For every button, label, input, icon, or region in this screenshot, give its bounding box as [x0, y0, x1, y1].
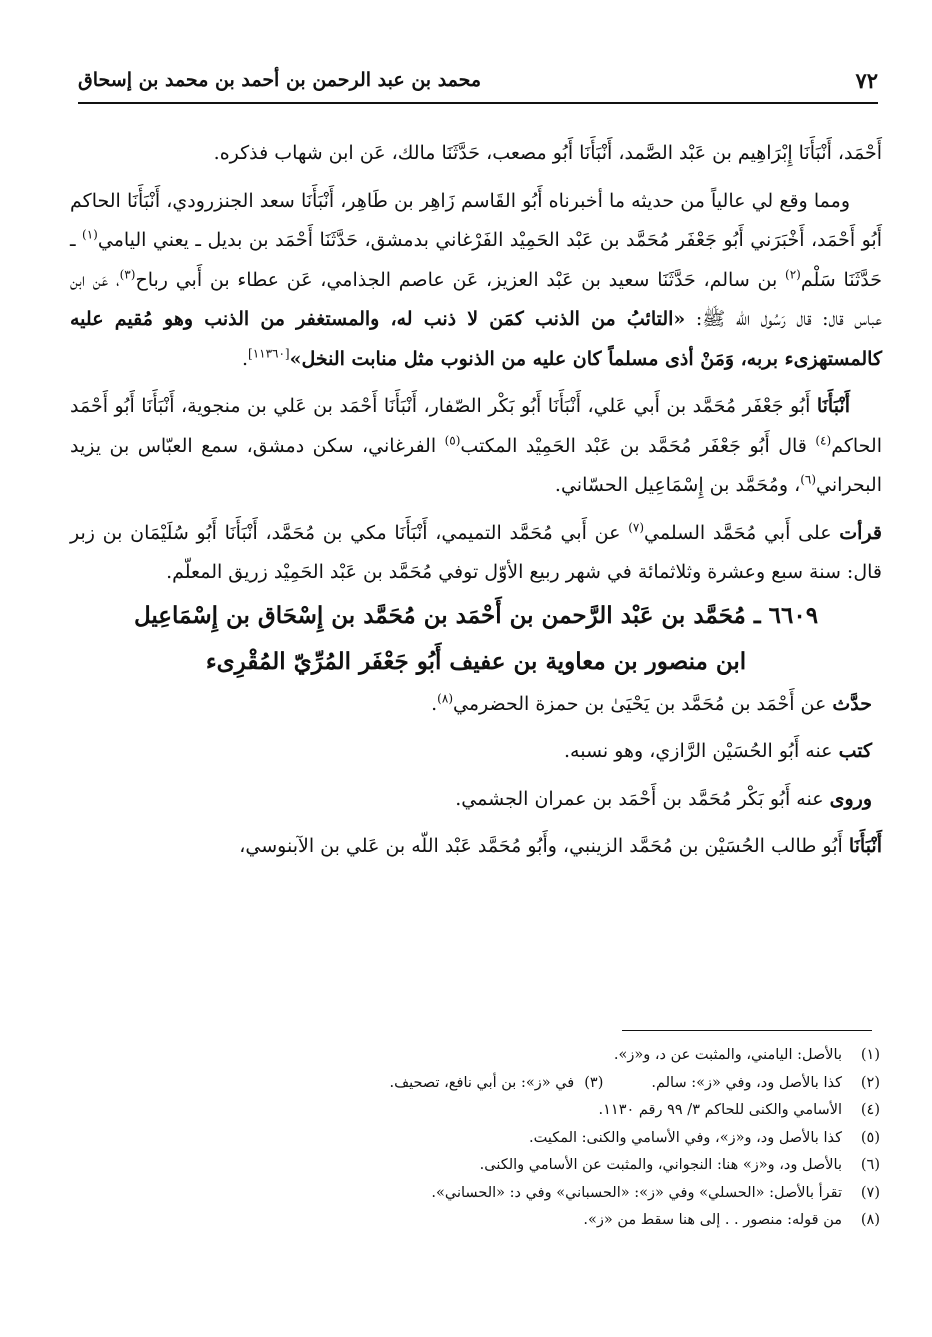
footnote-ref-1[interactable]: (١)	[82, 227, 98, 242]
footnote-item	[120, 1042, 880, 1070]
running-title: محمد بن عبد الرحمن بن أحمد بن محمد بن إسحاق	[78, 69, 482, 91]
paragraph-3	[70, 387, 882, 506]
footnote-ref-4[interactable]: (٤)	[815, 433, 832, 448]
footnote-text: تقرأ بالأصل: «الحسلي» وفي «ز»: «الحسباني» وفي د: «الحساني».	[431, 1184, 842, 1201]
footnote-number: (٦)	[860, 1157, 880, 1173]
bio-line-2-text: عنه أَبُو الحُسَيْن الرَّازي، وهو نسبه.	[563, 740, 839, 762]
footnote-item	[120, 1097, 880, 1125]
p4-text-a: على أَبي مُحَمَّد السلمي	[644, 521, 840, 544]
paragraph-1-text: أَحْمَد، أَنْبَأَنَا إِبْرَاهِيم بن عَبْد الصَّمد، أَنْبَأَنَا أَبُو مصعب، حَدَّثَنَا مالك، عَن ابن شهاب فذكره.	[213, 142, 882, 164]
bio-line-1	[70, 685, 882, 725]
bio-line-2-lead: كتب	[838, 740, 872, 762]
footnote-text: كذا بالأصل ود، وفي «ز»: سالم.	[651, 1074, 842, 1091]
biography-title-line-1: ٦٦٠٩ ـ مُحَمَّد بن عَبْد الرَّحمن بن أَحْمَد بن مُحَمَّد بن إِسْحَاق بن إِسْمَاعِيل	[133, 601, 819, 629]
bio-line-1-lead: حدَّث	[832, 692, 872, 715]
footnote-ref-8[interactable]: (٨)	[437, 691, 453, 706]
footnotes	[120, 1042, 880, 1235]
p4-text-b: عن أَبي مُحَمَّد التميمي، أَنْبَأَنَا مكي بن مُحَمَّد، أَنْبَأَنَا أَبُو سُلَيْمَان بن زبر قال: سنة سبع وعشرة وثلاثمائة في شهر ربيع الأوّل توفي مُحَمَّد بن عَبْد الحَمِيْد زريق المعلّم.	[70, 521, 882, 583]
footnote-ref-5[interactable]: (٥)	[444, 433, 461, 448]
page-header	[78, 58, 878, 104]
footnote-number: (١)	[860, 1047, 880, 1063]
footnote-text: كذا بالأصل ود، و«ز»، وفي الأسامي والكنى: المكيت.	[529, 1129, 842, 1146]
hadith-number: [١١٣٦٠]	[248, 346, 290, 361]
bio-line-4-text: أَبُو طالب الحُسَيْن بن مُحَمَّد الزينبي، وأَبُو مُحَمَّد عَبْد اللّه بن عَلي بن الآبنوسي،	[239, 835, 849, 857]
footnote-text: الأسامي والكنى للحاكم ٣/ ٩٩ رقم ١١٣٠.	[598, 1102, 842, 1118]
paragraph-2: ومما وقع لي عالياً من حديثه ما أخبرناه أَبُو القَاسم زَاهِر بن طَاهِر، أَنْبَأَنَا سعد الجنزرودي، أَنْبَأَنَا الحاكم أَبُو أَحْمَد، أَخْبَرَني أَبُو جَعْفَر مُحَمَّد بن عَبْد الحَمِيْد الفَرْغاني بدمشق، حَدَّثَنَا أَحْمَد بن بديل ـ يعني اليامي$^{(١)}$ ـ حَدَّثَنَا سَلْم$^{(٢)}$ بن سالم، حَدَّثَنَا سعيد بن عَبْد العزيز، عَن عاصم الجذامي، عَن عطاء بن أَبي رباح$^{(٣)}$، عَن ابن عباس قال: قال رَسُول الله ﷺ: «التائبُ من الذنب كمَن لا ذنب له، والمستغفر من الذنب وهو مُقيم عليه كالمستهزىء بربه، وَمَنْ أذى مسلماً كان عليه من الذنوب مثل منابت النخل»[١١٣٦٠].	[70, 189, 883, 370]
p2-text-a: ومما وقع لي عالياً من حديثه ما أخبرناه أَبُو القَاسم زَاهِر بن طَاهِر، أَنْبَأَنَا سعد الجنزرودي، أَنْبَأَنَا الحاكم أَبُو أَحْمَد، أَخْبَرَني أَبُو جَعْفَر مُحَمَّد بن عَبْد الحَمِيْد الفَرْغاني بدمشق، حَدَّثَنَا أَحْمَد بن بديل ـ يعني اليامي	[70, 189, 882, 251]
p2-text-c: بن سالم، حَدَّثَنَا سعيد بن عَبْد العزيز، عَن عاصم الجذامي، عَن عطاء بن أَبي رباح	[135, 268, 786, 291]
footnote-item	[120, 1125, 880, 1153]
footnote-item	[120, 1070, 880, 1098]
footnote-ref-7[interactable]: (٧)	[628, 520, 645, 535]
p2-text-d: ، عَن ابن عباس قال: قال رَسُول الله ﷺ:	[70, 268, 883, 330]
main-text	[70, 134, 882, 867]
p3-text-d: ، ومُحَمَّد بن إِسْمَاعِيل الحسّاني.	[554, 474, 801, 496]
bio-line-2	[70, 732, 882, 772]
p3-text-c: الفرغاني، سكن دمشق، سمع العبّاس بن يزيد البحراني	[70, 434, 882, 496]
footnote-number: (٧)	[860, 1184, 880, 1201]
paragraph-1	[70, 134, 882, 174]
bio-line-1-text: عن أَحْمَد بن مُحَمَّد بن يَحْيَىٰ بن حمزة الحضرمي	[453, 692, 833, 715]
footnote-text: بالأصل ود، و«ز» هنا: النجواني، والمثبت عن الأسامي والكنى.	[479, 1157, 842, 1173]
page-number: ٧٢	[855, 67, 878, 93]
footnote-number: (٣)	[584, 1074, 604, 1091]
p4-lead-word: قرأت	[839, 521, 882, 544]
footnote-item	[120, 1180, 880, 1208]
footnote-ref-6[interactable]: (٦)	[800, 472, 817, 487]
p3-text-a: أَبُو جَعْفَر مُحَمَّد بن أَبي عَلي، أَنْبَأَنَا أَبُو بَكْر الصّفار، أَنْبَأَنَا أَحْمَد بن عَلي بن منجوية، أَنْبَأَنَا أَبُو أَحْمَد الحاكم	[70, 395, 882, 457]
footnote-number: (٥)	[860, 1129, 880, 1146]
footnote-number: (٨)	[860, 1212, 880, 1228]
footnote-text: بالأصل: اليامني، والمثبت عن د، و«ز».	[613, 1047, 842, 1063]
footnote-text: في «ز»: بن أبي نافع، تصحيف.	[389, 1074, 575, 1091]
bio-line-4-lead: أَنْبَأَنَا	[848, 835, 882, 857]
paragraph-4	[70, 514, 882, 593]
footnote-number: (٢)	[860, 1074, 880, 1091]
p3-lead-word: أَنْبَأَنَا	[816, 395, 850, 417]
footnote-number: (٤)	[860, 1102, 880, 1118]
bio-line-3-text: عنه أَبُو بَكْر مُحَمَّد بن أَحْمَد بن عمران الجشمي.	[455, 787, 830, 810]
footnote-text: من قوله: منصور . . إلى هنا سقط من «ز».	[583, 1212, 842, 1228]
footnote-ref-3[interactable]: (٣)	[119, 267, 136, 282]
footnote-separator	[622, 1030, 872, 1031]
footnote-item	[120, 1152, 880, 1180]
p2-text-b: ـ حَدَّثَنَا سَلْم	[70, 229, 882, 291]
bio-line-1-end: .	[431, 692, 438, 715]
p3-text-b: قال أَبُو جَعْفَر مُحَمَّد بن عَبْد الحَمِيْد المكتب	[460, 434, 816, 457]
footnote-ref-2[interactable]: (٢)	[785, 267, 801, 282]
biography-title	[70, 593, 882, 685]
footnote-item	[120, 1207, 880, 1235]
bio-line-3-lead: وروى	[829, 787, 872, 810]
bio-line-3	[70, 780, 882, 820]
hadith-text: «التائبُ من الذنب كمَن لا ذنب له، والمستغفر من الذنب وهو مُقيم عليه كالمستهزىء بربه، وَمَنْ أذى مسلماً كان عليه من الذنوب مثل منابت النخل»	[70, 308, 882, 370]
bio-line-4	[70, 827, 882, 867]
biography-title-line-2: ابن منصور بن معاوية بن عفيف أَبُو جَعْفَر المُرِّيّ المُقْرِىء	[205, 647, 747, 675]
